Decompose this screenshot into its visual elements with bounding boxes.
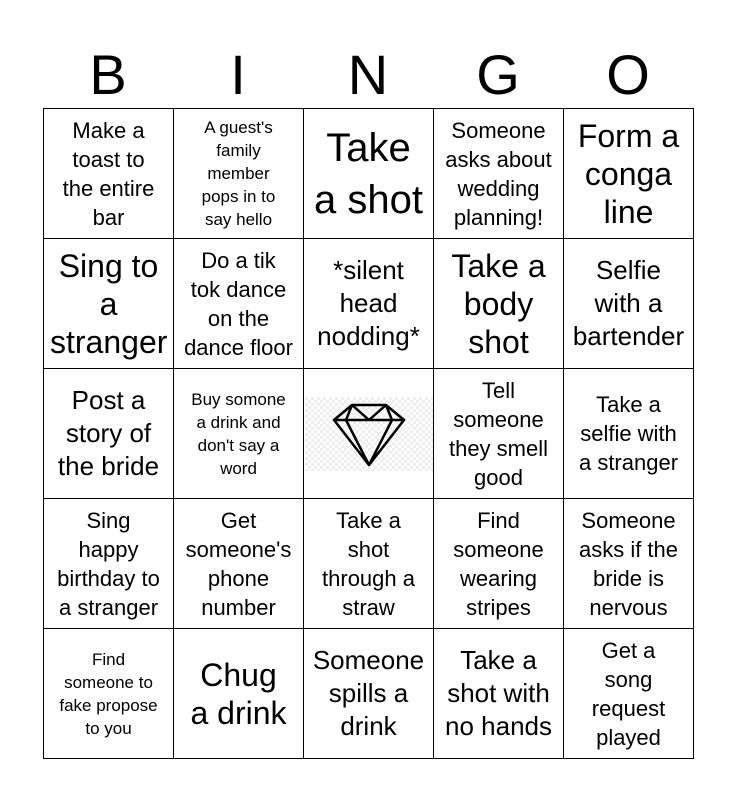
bingo-cell[interactable]	[564, 499, 694, 629]
bingo-cell-text: A guest's family member pops in to say hello	[201, 118, 276, 229]
bingo-cell[interactable]	[174, 629, 304, 759]
bingo-cell[interactable]	[564, 629, 694, 759]
board-row	[44, 239, 694, 369]
header-letter-n: N	[347, 43, 389, 106]
bingo-cell[interactable]	[304, 109, 434, 239]
bingo-cell[interactable]	[564, 239, 694, 369]
bingo-cell-text: Get a song request played	[591, 637, 666, 750]
bingo-cell-text: Sing to a stranger	[50, 247, 168, 360]
bingo-cell-text: Sing happy birthday to a stranger	[57, 507, 160, 620]
bingo-cell-text: Selfie with a bartender	[572, 255, 685, 351]
bingo-cell-text: Do a tik tok dance on the dance floor	[184, 247, 293, 360]
bingo-cell[interactable]	[174, 369, 304, 499]
bingo-cell[interactable]	[44, 629, 174, 759]
bingo-cell-text: Take a body shot	[451, 247, 546, 360]
bingo-cell-text: Make a toast to the entire bar	[62, 117, 155, 230]
bingo-cell-text: Chug a drink	[190, 656, 287, 731]
bingo-cell[interactable]	[434, 369, 564, 499]
bingo-cell[interactable]	[44, 109, 174, 239]
bingo-cell[interactable]	[434, 629, 564, 759]
bingo-cell[interactable]	[434, 499, 564, 629]
bingo-cell-text: Someone asks if the bride is nervous	[578, 507, 679, 620]
header-letter-i: I	[230, 43, 246, 106]
diamond-icon	[304, 397, 433, 471]
bingo-cell-text: Find someone wearing stripes	[453, 507, 544, 620]
bingo-cell[interactable]	[304, 499, 434, 629]
bingo-cell[interactable]	[434, 109, 564, 239]
header-letter-g: G	[476, 43, 520, 106]
bingo-cell-text: Take a shot	[314, 125, 423, 222]
header-letter-o: O	[606, 43, 650, 106]
bingo-cell-text: Tell someone they smell good	[448, 377, 549, 490]
free-space-cell[interactable]	[304, 369, 434, 499]
bingo-cell-text: Take a shot through a straw	[322, 507, 415, 620]
bingo-board	[43, 108, 694, 759]
bingo-cell-text: Take a shot with no hands	[445, 645, 552, 741]
bingo-cell-text: Get someone's phone number	[185, 507, 292, 620]
bingo-cell-text: Post a story of the bride	[57, 385, 160, 481]
bingo-cell[interactable]	[44, 239, 174, 369]
bingo-cell-text: Someone spills a drink	[312, 645, 425, 741]
bingo-cell[interactable]	[44, 369, 174, 499]
bingo-cell-text: Someone asks about wedding planning!	[445, 117, 552, 230]
header-letter-b: B	[89, 43, 127, 106]
bingo-cell[interactable]	[174, 239, 304, 369]
board-row	[44, 109, 694, 239]
bingo-cell[interactable]	[564, 109, 694, 239]
bingo-cell[interactable]	[304, 239, 434, 369]
board-row	[44, 369, 694, 499]
bingo-cell[interactable]	[434, 239, 564, 369]
bingo-cell-text: Find someone to fake propose to you	[59, 649, 158, 738]
bingo-cell-text: Take a selfie with a stranger	[578, 392, 679, 475]
bingo-cell[interactable]	[174, 499, 304, 629]
bingo-header	[43, 42, 693, 108]
bingo-cell[interactable]	[304, 629, 434, 759]
board-row	[44, 629, 694, 759]
board-row	[44, 499, 694, 629]
bingo-cell[interactable]	[174, 109, 304, 239]
bingo-cell[interactable]	[44, 499, 174, 629]
bingo-cell-text: *silent head nodding*	[317, 255, 420, 351]
bingo-cell-text: Buy somone a drink and don't say a word	[191, 389, 286, 478]
bingo-cell-text: Form a conga line	[577, 117, 680, 230]
bingo-cell[interactable]	[564, 369, 694, 499]
